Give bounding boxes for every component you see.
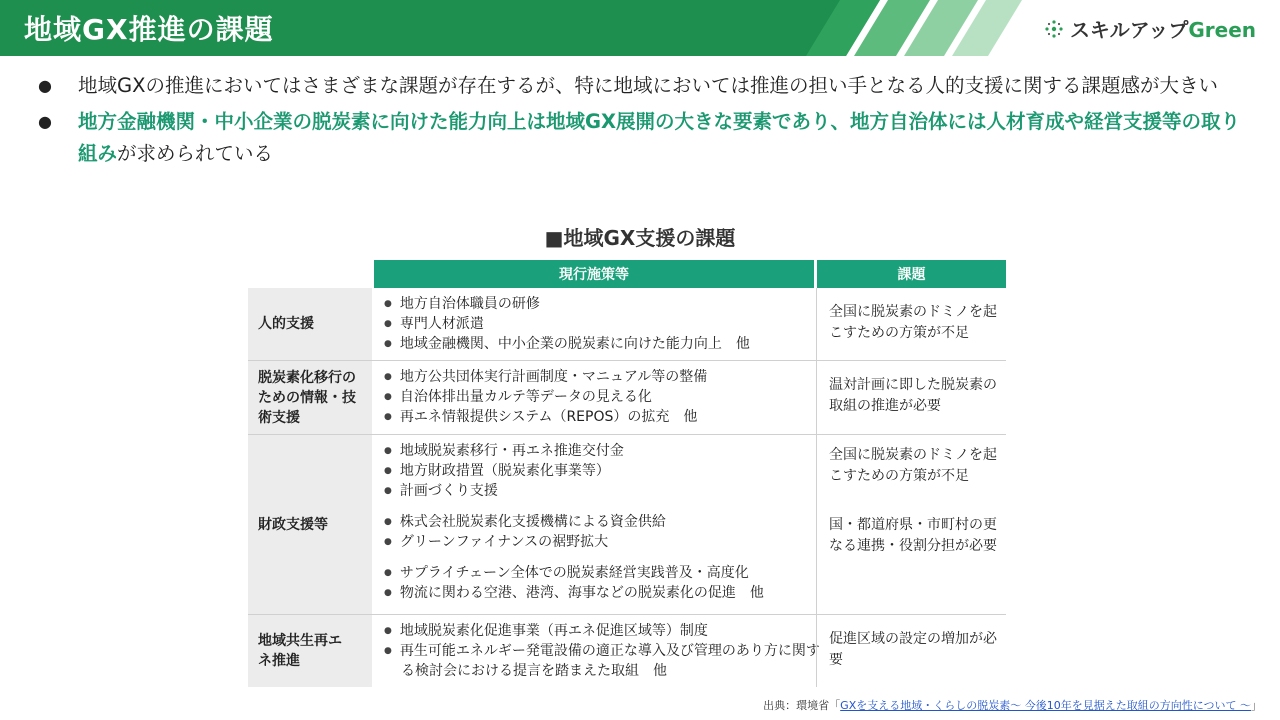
source-link[interactable]: GXを支える地域・くらしの脱炭素～ 今後10年を見据えた取組の方向性について ～ bbox=[840, 699, 1251, 712]
list-item: ● 再エネ情報提供システム（REPOS）の拡充 他 bbox=[384, 407, 697, 427]
issue-text: 促進区域の設定の増加が必要 bbox=[829, 631, 997, 668]
list-item: ● 地域金融機関、中小企業の脱炭素に向けた能力向上 他 bbox=[384, 334, 750, 354]
row-label: 人的支援 bbox=[248, 288, 372, 360]
list-item: ● 計画づくり支援 bbox=[384, 481, 498, 501]
page-title: 地域GX推進の課題 bbox=[24, 13, 274, 46]
column-header-current: 現行施策等 bbox=[374, 260, 814, 288]
table-row bbox=[248, 615, 1006, 687]
bullet-list bbox=[38, 70, 1253, 174]
row-items bbox=[374, 615, 820, 687]
row-issue bbox=[816, 288, 1007, 360]
list-item: ● 自治体排出量カルテ等データの見える化 bbox=[384, 387, 652, 407]
list-item: ● 物流に関わる空港、港湾、海事などの脱炭素化の促進 他 bbox=[384, 583, 764, 603]
column-header-issue: 課題 bbox=[817, 260, 1006, 288]
source-suffix: 」 bbox=[1251, 699, 1262, 712]
brand-logo bbox=[1044, 14, 1256, 43]
list-item: ● 地方公共団体実行計画制度・マニュアル等の整備 bbox=[384, 367, 707, 387]
list-item: ● グリーンファイナンスの裾野拡大 bbox=[384, 532, 608, 552]
issues-table bbox=[248, 260, 1006, 688]
sparkle-icon bbox=[1044, 19, 1064, 39]
source-prefix: 出典：環境省「 bbox=[763, 699, 841, 712]
list-item: ● サプライチェーン全体での脱炭素経営実践普及・高度化 bbox=[384, 563, 749, 583]
bullet-item bbox=[38, 70, 1253, 102]
list-item: ● 地域脱炭素移行・再エネ推進交付金 bbox=[384, 441, 624, 461]
row-label: 地域共生再エネ推進 bbox=[248, 615, 372, 687]
row-label: 財政支援等 bbox=[248, 435, 372, 614]
list-item: ● 地域脱炭素化促進事業（再エネ促進区域等）制度 bbox=[384, 621, 708, 641]
row-items bbox=[374, 435, 816, 614]
bullet-emphasis: 地方金融機関・中小企業の脱炭素に向けた能力向上は地域GX展開の大きな要素であり、地方自治体には人材育成や経営支援等の取り組み bbox=[78, 110, 1241, 165]
issue-text: 温対計画に即した脱炭素の取組の推進が必要 bbox=[829, 377, 997, 414]
table-title: ■地域GX支援の課題 bbox=[544, 226, 736, 250]
bullet-item bbox=[38, 106, 1253, 170]
bullet-dot-icon: ● bbox=[38, 76, 52, 95]
source-citation bbox=[763, 697, 1262, 713]
row-issue bbox=[816, 435, 1007, 614]
bullet-text: が求められている bbox=[117, 142, 274, 165]
row-issue bbox=[816, 361, 1007, 434]
row-items bbox=[374, 361, 816, 434]
list-item: ● 株式会社脱炭素化支援機構による資金供給 bbox=[384, 512, 666, 532]
list-item: ● 地方財政措置（脱炭素化事業等） bbox=[384, 461, 610, 481]
row-items bbox=[374, 288, 816, 360]
list-item: ● 専門人材派遣 bbox=[384, 314, 484, 334]
issue-text-secondary: 国・都道府県・市町村の更なる連携・役割分担が必要 bbox=[829, 517, 997, 554]
table-row bbox=[248, 288, 1006, 361]
issue-text: 全国に脱炭素のドミノを起こすための方策が不足 bbox=[829, 447, 997, 484]
list-item: ● 地方自治体職員の研修 bbox=[384, 294, 540, 314]
header-banner bbox=[0, 0, 1280, 56]
row-issue bbox=[816, 615, 1007, 687]
list-item: ● 再生可能エネルギー発電設備の適正な導入及び管理のあり方に関する検討会における提言を踏まえた取組 他 bbox=[384, 641, 821, 681]
bullet-text: 地域GXの推進においてはさまざまな課題が存在するが、特に地域においては推進の担い手となる人的支援に関する課題感が大きい bbox=[78, 74, 1218, 97]
bullet-dot-icon: ● bbox=[38, 112, 52, 131]
row-label: 脱炭素化移行のための情報・技術支援 bbox=[248, 361, 372, 434]
table-row bbox=[248, 435, 1006, 615]
table-row bbox=[248, 361, 1006, 435]
logo-wordmark: スキルアップGreen bbox=[1069, 18, 1256, 42]
issue-text: 全国に脱炭素のドミノを起こすための方策が不足 bbox=[829, 304, 997, 341]
